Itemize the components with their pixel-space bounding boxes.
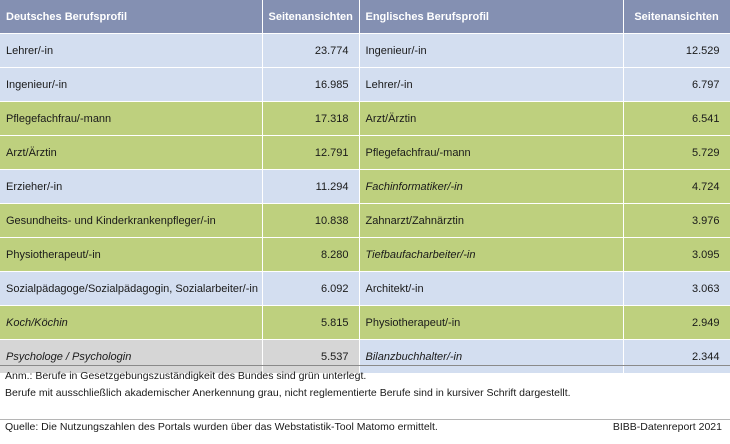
de-profile-cell: Lehrer/-in (0, 34, 262, 68)
de-profile-cell: Sozialpädagoge/Sozialpädagogin, Sozialarbeiter/-in (0, 272, 262, 306)
notes-divider (0, 365, 730, 366)
en-profile-cell: Lehrer/-in (359, 68, 623, 102)
en-views-cell: 12.529 (623, 34, 730, 68)
note-line-2: Berufe mit ausschließlich akademischer Anerkennung grau, nicht reglementierte Berufe sind in kursiver Schrift dargestellt. (5, 387, 571, 399)
en-profile-cell: Arzt/Ärztin (359, 102, 623, 136)
header-de-views: Seitenansichten (262, 0, 359, 34)
de-views-cell: 5.537 (262, 340, 359, 374)
de-views-cell: 5.815 (262, 306, 359, 340)
en-views-cell: 2.344 (623, 340, 730, 374)
table-row (0, 238, 730, 272)
en-views-cell: 3.095 (623, 238, 730, 272)
en-views-cell: 5.729 (623, 136, 730, 170)
en-profile-cell: Pflegefachfrau/-mann (359, 136, 623, 170)
de-views-cell: 17.318 (262, 102, 359, 136)
source-divider (0, 419, 730, 420)
table-row (0, 102, 730, 136)
de-profile-cell: Psychologe / Psychologin (0, 340, 262, 374)
en-profile-cell: Fachinformatiker/-in (359, 170, 623, 204)
table-row (0, 170, 730, 204)
table-notes (5, 368, 571, 402)
table-row (0, 272, 730, 306)
de-views-cell: 6.092 (262, 272, 359, 306)
table-header-row (0, 0, 730, 34)
de-profile-cell: Arzt/Ärztin (0, 136, 262, 170)
de-profile-cell: Physiotherapeut/-in (0, 238, 262, 272)
en-profile-cell: Tiefbaufacharbeiter/-in (359, 238, 623, 272)
de-profile-cell: Ingenieur/-in (0, 68, 262, 102)
de-views-cell: 10.838 (262, 204, 359, 238)
en-views-cell: 6.797 (623, 68, 730, 102)
note-line-1: Anm.: Berufe in Gesetzgebungszuständigkeit des Bundes sind grün unterlegt. (5, 370, 367, 382)
en-profile-cell: Zahnarzt/Zahnärztin (359, 204, 623, 238)
source-note: Quelle: Die Nutzungszahlen des Portals wurden über das Webstatistik-Tool Matomo ermittelt. (5, 421, 438, 433)
report-credit: BIBB-Datenreport 2021 (612, 421, 722, 433)
de-profile-cell: Pflegefachfrau/-mann (0, 102, 262, 136)
de-profile-cell: Erzieher/-in (0, 170, 262, 204)
de-views-cell: 11.294 (262, 170, 359, 204)
de-views-cell: 23.774 (262, 34, 359, 68)
en-profile-cell: Bilanzbuchhalter/-in (359, 340, 623, 374)
de-views-cell: 12.791 (262, 136, 359, 170)
header-en-views: Seitenansichten (623, 0, 730, 34)
en-views-cell: 4.724 (623, 170, 730, 204)
de-views-cell: 8.280 (262, 238, 359, 272)
table-row (0, 306, 730, 340)
de-views-cell: 16.985 (262, 68, 359, 102)
table-row (0, 136, 730, 170)
table-row (0, 68, 730, 102)
en-profile-cell: Ingenieur/-in (359, 34, 623, 68)
de-profile-cell: Gesundheits- und Kinderkrankenpfleger/-in (0, 204, 262, 238)
table-row (0, 204, 730, 238)
header-de-profile: Deutsches Berufsprofil (0, 0, 262, 34)
en-views-cell: 3.063 (623, 272, 730, 306)
table-row (0, 34, 730, 68)
header-en-profile: Englisches Berufsprofil (359, 0, 623, 34)
de-profile-cell: Koch/Köchin (0, 306, 262, 340)
en-profile-cell: Architekt/-in (359, 272, 623, 306)
en-profile-cell: Physiotherapeut/-in (359, 306, 623, 340)
en-views-cell: 3.976 (623, 204, 730, 238)
en-views-cell: 6.541 (623, 102, 730, 136)
en-views-cell: 2.949 (623, 306, 730, 340)
